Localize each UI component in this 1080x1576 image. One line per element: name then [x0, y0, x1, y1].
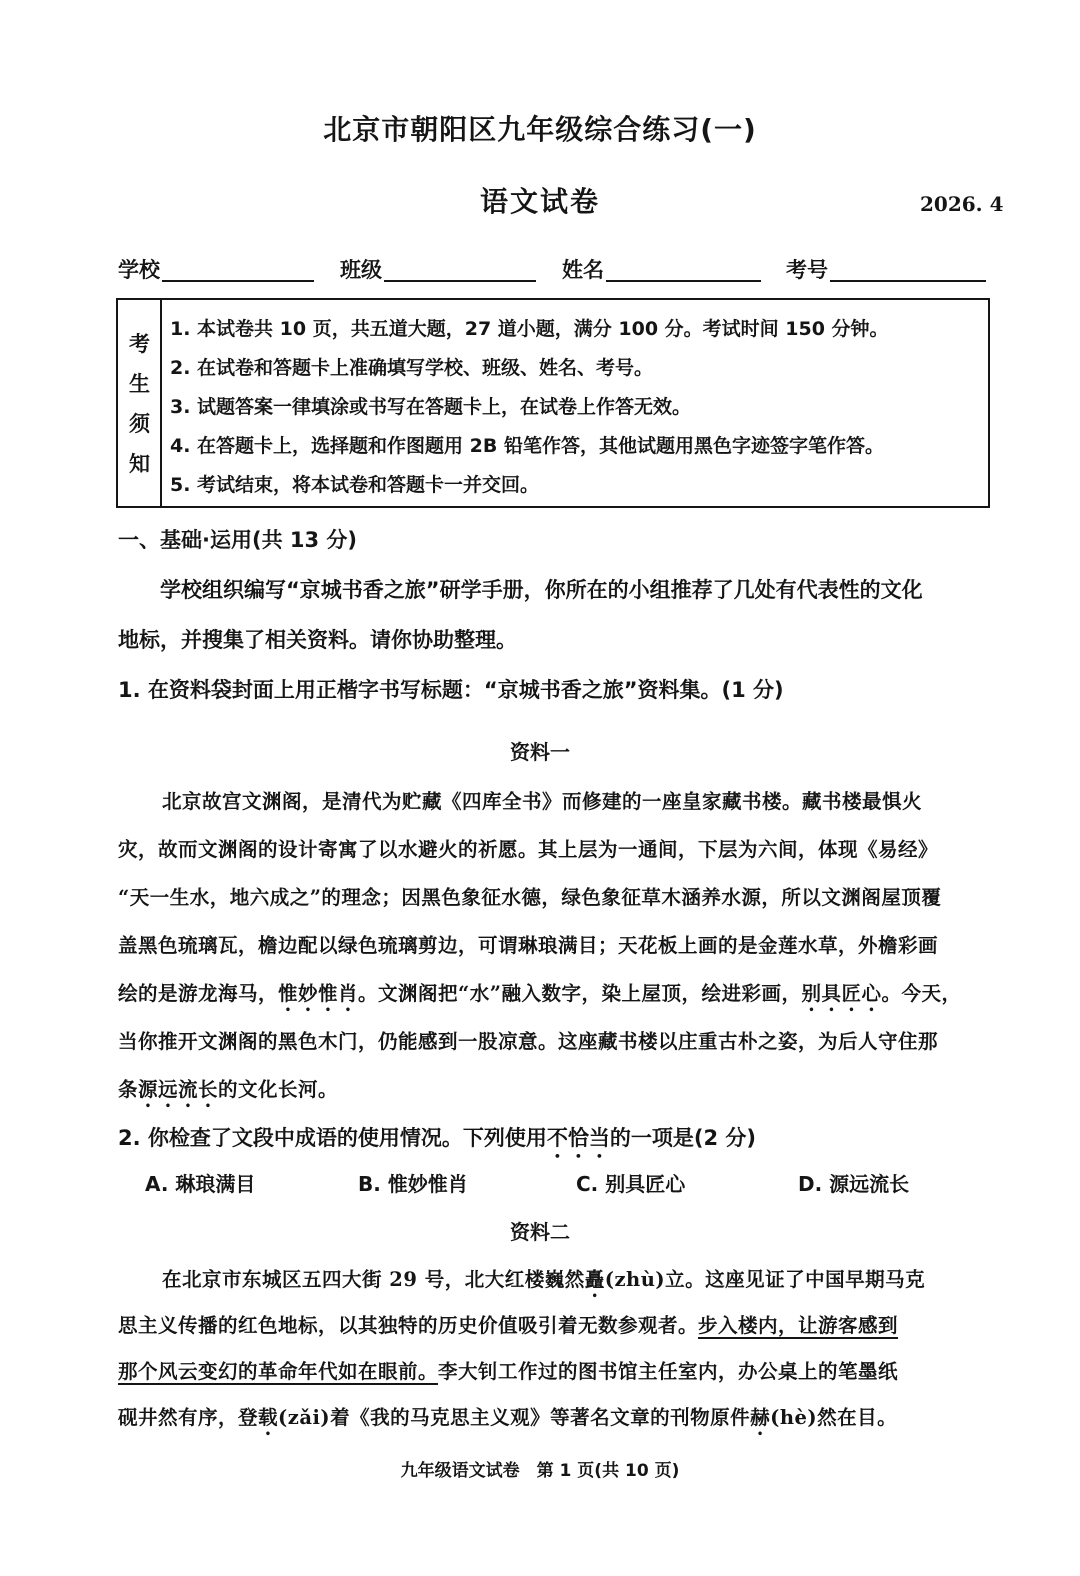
material-1-heading: 资料一 — [510, 740, 570, 764]
annotated-char: 矗 — [584, 1268, 605, 1291]
annotated-char: 载 — [258, 1406, 279, 1429]
exam-no-label: 考号 — [786, 258, 828, 282]
option-c: C. 别具匠心 — [576, 1172, 686, 1196]
intro-line: 地标，并搜集了相关资料。请你协助整理。 — [118, 628, 517, 652]
underlined-sentence: 那个风云变幻的革命年代如在眼前。 — [118, 1360, 439, 1383]
notice-heading-char: 生 — [129, 372, 150, 396]
option-a: A. 琳琅满目 — [145, 1172, 256, 1196]
paper-title: 北京市朝阳区九年级综合练习(一) — [323, 113, 757, 146]
notice-item: 5. 考试结束，将本试卷和答题卡一并交回。 — [170, 474, 540, 496]
idiom-d: 源远流长 — [138, 1078, 219, 1101]
material-1-line: 灾，故而文渊阁的设计寄寓了以水避火的祈愿。其上层为一通间，下层为六间，体现《易经》 — [118, 838, 939, 861]
annotated-char: 赫 — [750, 1406, 771, 1429]
exam-no-field[interactable] — [830, 280, 986, 282]
material-1-line: 条源远流长的文化长河。 — [118, 1078, 339, 1101]
idiom-a: 琳琅满目 — [518, 934, 599, 957]
name-field[interactable] — [606, 280, 761, 282]
notice-item: 2. 在试卷和答题卡上准确填写学校、班级、姓名、考号。 — [170, 357, 654, 379]
notice-box — [116, 298, 990, 508]
material-2-heading: 资料二 — [510, 1220, 570, 1244]
material-1-line: 北京故宫文渊阁，是清代为贮藏《四库全书》而修建的一座皇家藏书楼。藏书楼最惧火 — [162, 790, 923, 813]
option-d: D. 源远流长 — [798, 1172, 910, 1196]
option-b: B. 惟妙惟肖 — [358, 1172, 468, 1196]
emphasis-text: 不恰当 — [546, 1126, 610, 1150]
material-1-line: 盖黑色琉璃瓦，檐边配以绿色琉璃剪边，可谓琳琅满目；天花板上画的是金莲水草，外檐彩画 — [118, 934, 939, 957]
notice-heading-char: 考 — [129, 332, 150, 356]
school-field[interactable] — [162, 280, 314, 282]
intro-line: 学校组织编写“京城书香之旅”研学手册，你所在的小组推荐了几处有代表性的文化 — [160, 578, 923, 602]
class-label: 班级 — [340, 258, 382, 282]
notice-item: 1. 本试卷共 10 页，共五道大题，27 道小题，满分 100 分。考试时间 150 分钟。 — [170, 318, 889, 340]
notice-item: 4. 在答题卡上，选择题和作图题用 2B 铅笔作答，其他试题用黑色字迹签字笔作答。 — [170, 435, 884, 457]
notice-list — [170, 310, 889, 505]
idiom-c: 别具匠心 — [801, 982, 882, 1005]
idiom-b: 惟妙惟肖 — [278, 982, 359, 1005]
notice-item: 3. 试题答案一律填涂或书写在答题卡上，在试卷上作答无效。 — [170, 396, 692, 418]
notice-heading — [118, 300, 162, 506]
material-2-line: 在北京市东城区五四大街 29 号，北大红楼巍然矗(zhù)立。这座见证了中国早期马克 — [162, 1268, 926, 1291]
section-title: 一、基础·运用(共 13 分) — [118, 528, 358, 552]
material-1-line: 绘的是游龙海马，惟妙惟肖。文渊阁把“水”融入数字，染上屋顶，绘进彩画，别具匠心。今天， — [118, 982, 962, 1005]
notice-heading-char: 知 — [129, 452, 150, 476]
student-info-row — [118, 250, 988, 290]
page-footer: 九年级语文试卷 第 1 页(共 10 页) — [400, 1461, 680, 1481]
question-2: 2. 你检查了文段中成语的使用情况。下列使用不恰当的一项是(2 分) — [118, 1126, 757, 1150]
question-1: 1. 在资料袋封面上用正楷字书写标题：“京城书香之旅”资料集。(1 分) — [118, 678, 784, 702]
notice-heading-char: 须 — [129, 412, 150, 436]
material-1-line: “天一生水，地六成之”的理念；因黑色象征水德，绿色象征草木涵养水源，所以文渊阁屋顶覆 — [118, 886, 942, 909]
underlined-sentence: 步入楼内，让游客感到 — [698, 1314, 899, 1337]
material-2-line: 砚井然有序，登载(zǎi)着《我的马克思主义观》等著名文章的刊物原件赫(hè)然在目。 — [118, 1406, 898, 1429]
class-field[interactable] — [384, 280, 536, 282]
material-1-line: 当你推开文渊阁的黑色木门，仍能感到一股凉意。这座藏书楼以庄重古朴之姿，为后人守住那 — [118, 1030, 939, 1053]
paper-subtitle: 语文试卷 — [479, 185, 600, 218]
name-label: 姓名 — [562, 258, 604, 282]
material-2-line: 那个风云变幻的革命年代如在眼前。李大钊工作过的图书馆主任室内，办公桌上的笔墨纸 — [118, 1360, 899, 1383]
school-label: 学校 — [118, 258, 160, 282]
material-2-line: 思主义传播的红色地标，以其独特的历史价值吸引着无数参观者。步入楼内，让游客感到 — [118, 1314, 899, 1337]
exam-date: 2026. 4 — [920, 192, 1004, 216]
